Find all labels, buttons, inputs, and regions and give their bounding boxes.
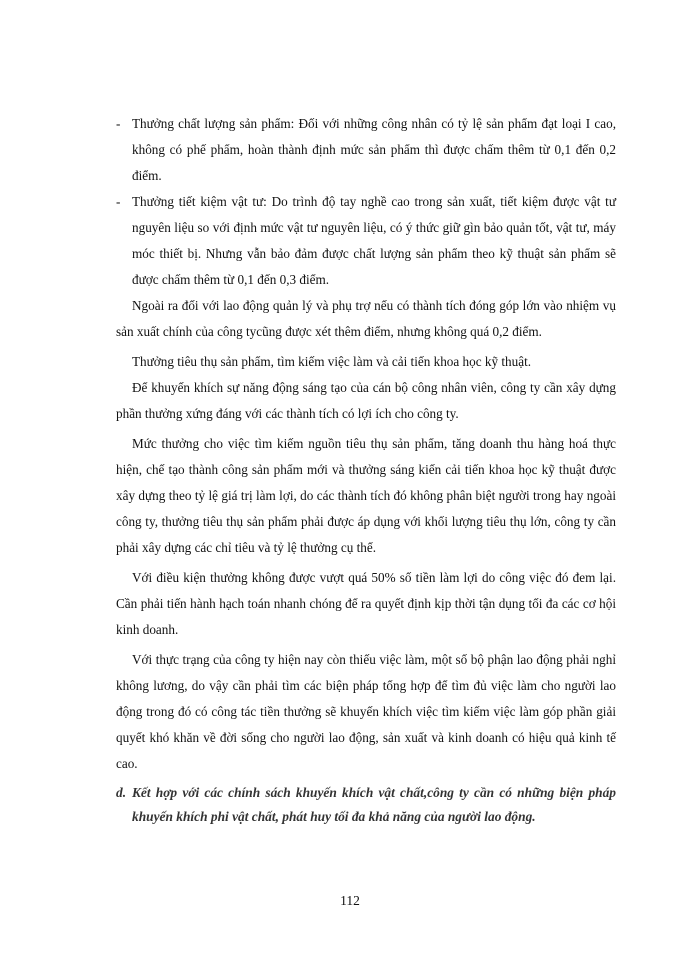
paragraph: Mức thưởng cho việc tìm kiếm nguồn tiêu thụ sản phẩm, tăng doanh thu hàng hoá thực hiện, chế tạo thành công sản phẩm mới và thưởng sáng kiến cải tiến khoa học kỹ thuật được xây dựng theo tỷ lệ giá trị làm lợi, do các thành tích đó không phân biệt người trong hay ngoài công ty, thưởng tiêu thụ sản phẩm phải được áp dụng với khối lượng tiêu thụ lớn, công ty cần phải xây dựng các chỉ tiêu và tỷ lệ thưởng cụ thể. (116, 436, 616, 555)
paragraph: Với thực trạng của công ty hiện nay còn thiếu việc làm, một số bộ phận lao động phải nghỉ không lương, do vậy cần phải tìm các biện pháp tổng hợp để tìm đủ việc làm cho người lao động trong đó có công tác tiền thưởng sẽ khuyến khích việc tìm kiếm việc làm góp phần giải quyết khó khăn về đời sống cho người lao động, sản xuất và kinh doanh có hiệu quả kinh tế cao. (116, 652, 616, 771)
page-number: 112 (340, 893, 360, 908)
paragraph: Ngoài ra đối với lao động quản lý và phụ trợ nếu có thành tích đóng góp lớn vào nhiệm vụ sản xuất chính của công tycũng được xét thêm điểm, nhưng không quá 0,2 điểm. (116, 298, 616, 339)
bullet-marker: - (116, 116, 121, 131)
bullet-text: Thưởng tiết kiệm vật tư: Do trình độ tay nghề cao trong sản xuất, tiết kiệm được vật tư nguyên liệu so với định mức vật tư nguyên liệu, có ý thức giữ gìn bảo quản tốt, vật tư, máy móc thiết bị. Nhưng vẫn bảo đảm được chất lượng sản phẩm theo kỹ thuật sản phẩm sẽ được chấm thêm từ 0,1 đến 0,3 điểm. (132, 194, 616, 287)
heading-prefix: d. (116, 785, 127, 800)
paragraph: Với điều kiện thưởng không được vượt quá 50% số tiền làm lợi do công việc đó đem lại. Cần phải tiến hành hạch toán nhanh chóng để ra quyết định kịp thời tận dụng tối đa các cơ hội kinh doanh. (116, 570, 616, 637)
paragraph: Thưởng tiêu thụ sản phẩm, tìm kiếm việc làm và cải tiến khoa học kỹ thuật. (132, 354, 532, 369)
heading-text: Kết hợp với các chính sách khuyến khích vật chất,công ty cần có những biện pháp khuyến khích phi vật chất, phát huy tối đa khả năng của người lao động. (132, 785, 616, 824)
paragraph: Để khuyến khích sự năng động sáng tạo của cán bộ công nhân viên, công ty cần xây dựng phần thưởng xứng đáng với các thành tích có lợi ích cho công ty. (116, 380, 616, 421)
section-heading (116, 781, 616, 829)
bullet-item (116, 189, 616, 293)
page-content (116, 111, 616, 829)
bullet-text: Thưởng chất lượng sản phẩm: Đối với những công nhân có tỷ lệ sản phẩm đạt loại I cao, không có phế phẩm, hoàn thành định mức sản phẩm thì được chấm thêm từ 0,1 đến 0,2 điểm. (132, 116, 616, 183)
bullet-item (116, 111, 616, 189)
bullet-marker: - (116, 194, 121, 209)
